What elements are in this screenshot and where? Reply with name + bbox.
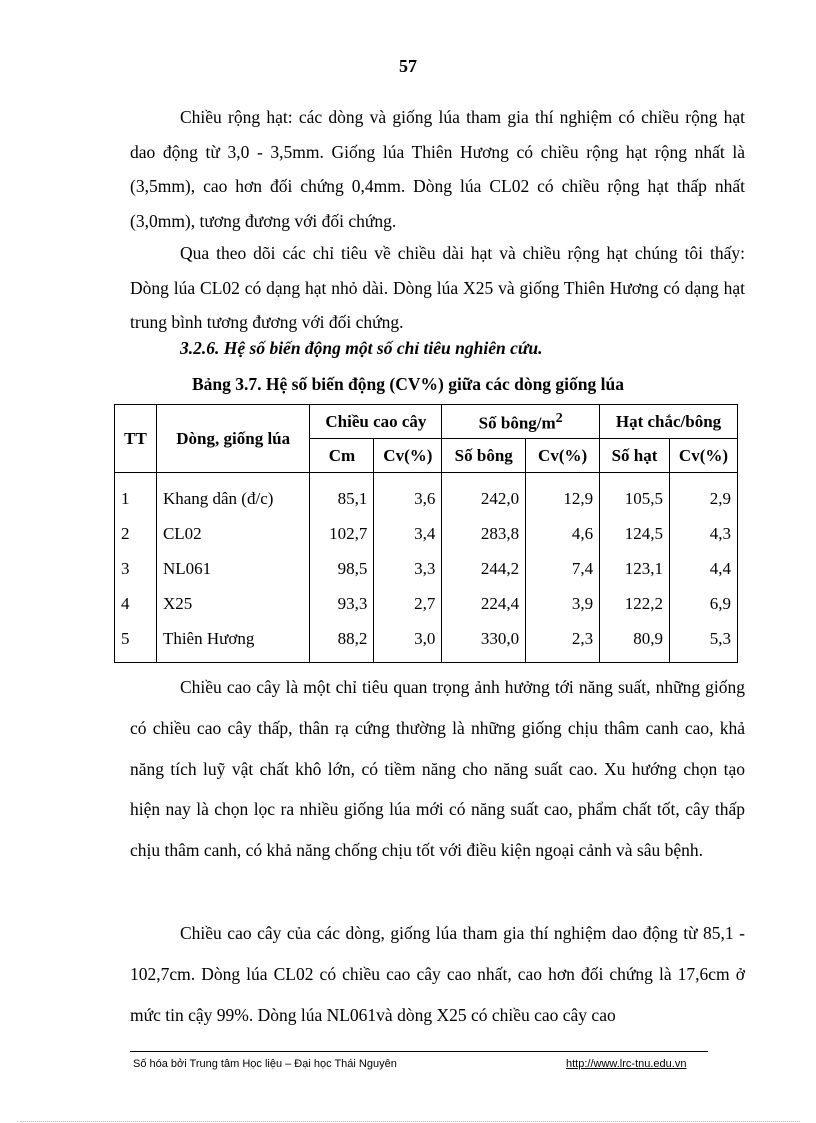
subheader-cv: Cv(%) bbox=[669, 439, 737, 473]
cell-variety: Khang dân (đ/c) bbox=[156, 473, 310, 517]
cell-cv: 3,3 bbox=[374, 551, 442, 586]
cell-grains: 123,1 bbox=[600, 551, 670, 586]
table-row bbox=[115, 516, 738, 551]
header-panicles-sup: 2 bbox=[555, 409, 563, 426]
cell-variety: Thiên Hương bbox=[156, 621, 310, 663]
header-plant-height: Chiều cao cây bbox=[310, 405, 442, 439]
paragraph-plant-height-results: Chiều cao cây của các dòng, giống lúa tham gia thí nghiệm dao động từ 85,1 - 102,7cm. Dòng lúa CL02 có chiều cao cây cao nhất, cao hơn đối chứng là 17,6cm ở mức tin cậy 99%. Dòng lúa NL061và dòng X25 có chiều cao cây cao bbox=[130, 923, 745, 1025]
cell-grains: 122,2 bbox=[600, 586, 670, 621]
cell-grains: 124,5 bbox=[600, 516, 670, 551]
cell-cv: 5,3 bbox=[669, 621, 737, 663]
cell-panicles: 330,0 bbox=[442, 621, 526, 663]
subheader-cv: Cv(%) bbox=[374, 439, 442, 473]
cell-tt: 3 bbox=[115, 551, 157, 586]
subheader-cm: Cm bbox=[310, 439, 374, 473]
subheader-panicle-count: Số bông bbox=[442, 439, 526, 473]
cell-cv: 7,4 bbox=[526, 551, 600, 586]
cell-tt: 1 bbox=[115, 473, 157, 517]
cell-panicles: 224,4 bbox=[442, 586, 526, 621]
subheader-cv: Cv(%) bbox=[526, 439, 600, 473]
cell-cv: 4,6 bbox=[526, 516, 600, 551]
cell-cv: 3,0 bbox=[374, 621, 442, 663]
cell-cv: 2,9 bbox=[669, 473, 737, 517]
cell-height: 102,7 bbox=[310, 516, 374, 551]
cell-cv: 2,3 bbox=[526, 621, 600, 663]
cell-height: 88,2 bbox=[310, 621, 374, 663]
paragraph-grain-width: Chiều rộng hạt: các dòng và giống lúa tham gia thí nghiệm có chiều rộng hạt dao động từ 3,0 - 3,5mm. Giống lúa Thiên Hương có chiều rộng hạt rộng nhất là (3,5mm), cao hơn đối chứng 0,4mm. Dòng lúa CL02 có chiều rộng hạt thấp nhất (3,0mm), tương đương với đối chứng. bbox=[130, 107, 745, 232]
cell-tt: 4 bbox=[115, 586, 157, 621]
cv-table bbox=[114, 404, 738, 663]
cell-cv: 4,3 bbox=[669, 516, 737, 551]
footer-link[interactable]: http://www.lrc-tnu.edu.vn bbox=[566, 1058, 687, 1070]
table-row bbox=[115, 621, 738, 663]
header-tt: TT bbox=[115, 405, 157, 473]
cell-cv: 3,6 bbox=[374, 473, 442, 517]
header-variety: Dòng, giống lúa bbox=[156, 405, 310, 473]
cell-cv: 12,9 bbox=[526, 473, 600, 517]
table-row bbox=[115, 586, 738, 621]
footer-divider bbox=[130, 1051, 708, 1052]
cell-cv: 6,9 bbox=[669, 586, 737, 621]
cell-height: 85,1 bbox=[310, 473, 374, 517]
cell-height: 98,5 bbox=[310, 551, 374, 586]
page-number: 57 bbox=[399, 56, 417, 76]
cell-variety: X25 bbox=[156, 586, 310, 621]
paragraph-grain-shape: Qua theo dõi các chỉ tiêu về chiều dài hạt và chiều rộng hạt chúng tôi thấy: Dòng lúa CL02 có dạng hạt nhỏ dài. Dòng lúa X25 và giống Thiên Hương có dạng hạt trung bình tương đương với đối chứng. bbox=[130, 243, 745, 333]
cell-panicles: 242,0 bbox=[442, 473, 526, 517]
table-row bbox=[115, 551, 738, 586]
cell-panicles: 244,2 bbox=[442, 551, 526, 586]
header-panicles bbox=[442, 405, 600, 439]
cell-height: 93,3 bbox=[310, 586, 374, 621]
cell-cv: 3,9 bbox=[526, 586, 600, 621]
cell-tt: 2 bbox=[115, 516, 157, 551]
page-edge-divider bbox=[20, 1121, 800, 1122]
cell-cv: 2,7 bbox=[374, 586, 442, 621]
table-row bbox=[115, 473, 738, 517]
table-caption: Bảng 3.7. Hệ số biến động (CV%) giữa các dòng giống lúa bbox=[191, 374, 624, 394]
cell-variety: NL061 bbox=[156, 551, 310, 586]
cell-grains: 80,9 bbox=[600, 621, 670, 663]
footer-credit: Số hóa bởi Trung tâm Học liệu – Đại học Thái Nguyên bbox=[133, 1058, 397, 1070]
cell-grains: 105,5 bbox=[600, 473, 670, 517]
cell-cv: 3,4 bbox=[374, 516, 442, 551]
header-filled-grains: Hạt chắc/bông bbox=[600, 405, 738, 439]
subheader-grain-count: Số hạt bbox=[600, 439, 670, 473]
cell-tt: 5 bbox=[115, 621, 157, 663]
paragraph-plant-height-importance: Chiều cao cây là một chỉ tiêu quan trọng ảnh hưởng tới năng suất, những giống có chiều cao cây thấp, thân rạ cứng thường là những giống chịu thâm canh cao, khả năng tích luỹ vật chất khô lớn, có tiềm năng cho năng suất cao. Xu hướng chọn tạo hiện nay là chọn lọc ra nhiều giống lúa mới có năng suất cao, phẩm chất tốt, cây thấp chịu thâm canh, có khả năng chống chịu tốt với điều kiện ngoại cảnh và sâu bệnh. bbox=[130, 677, 745, 861]
cell-variety: CL02 bbox=[156, 516, 310, 551]
cell-cv: 4,4 bbox=[669, 551, 737, 586]
header-panicles-label: Số bông/m bbox=[478, 413, 556, 433]
cell-panicles: 283,8 bbox=[442, 516, 526, 551]
section-heading: 3.2.6. Hệ số biến động một số chỉ tiêu nghiên cứu. bbox=[180, 338, 543, 358]
